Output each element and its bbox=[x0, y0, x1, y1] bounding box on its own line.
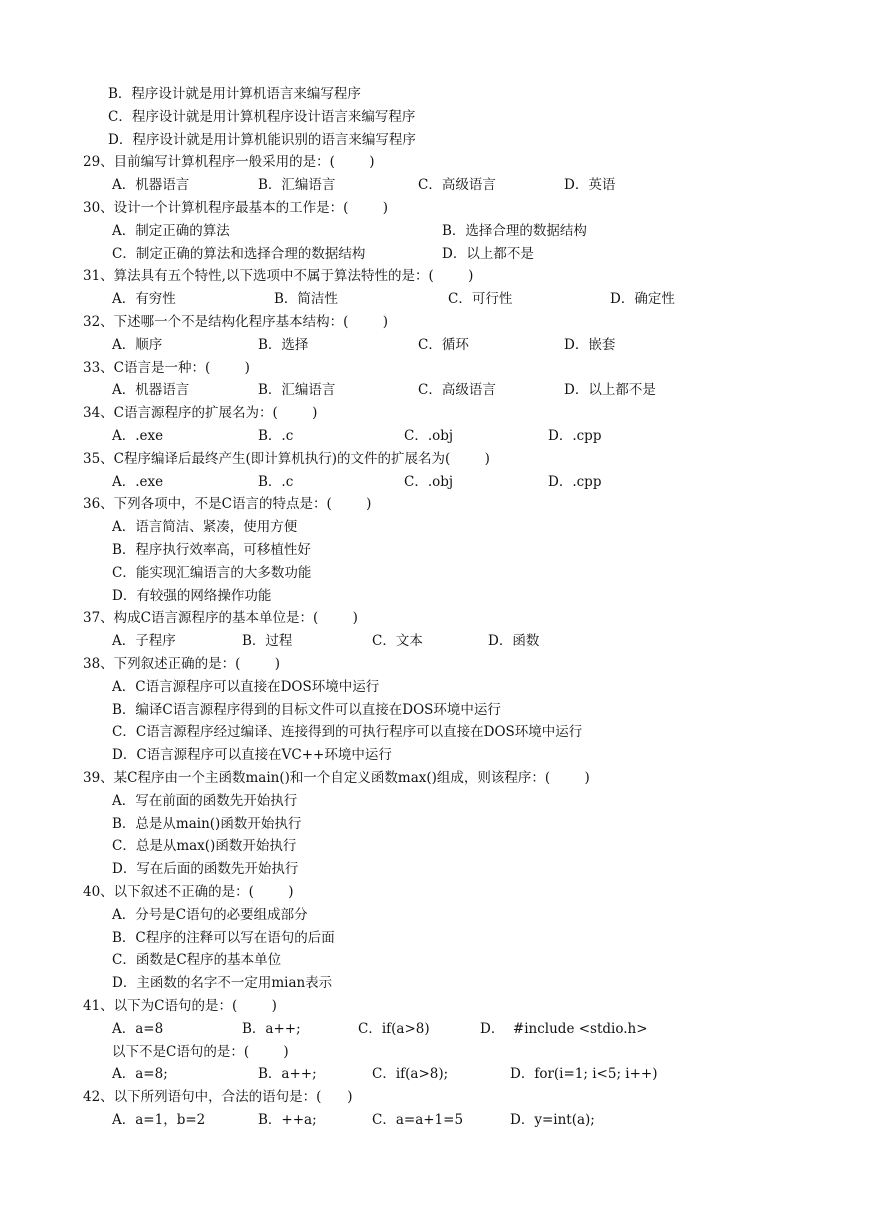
option-text: C．文本 bbox=[372, 633, 423, 650]
option-text: C．总是从max()函数开始执行 bbox=[112, 838, 297, 855]
option-text: C．.obj bbox=[404, 428, 454, 444]
option-text: A．机器语言 bbox=[112, 177, 190, 194]
option-text: D． #include <stdio.h> bbox=[480, 1020, 648, 1037]
option-text: B．C程序的注释可以写在语句的后面 bbox=[112, 929, 335, 946]
option-text: B．a++; bbox=[242, 1020, 301, 1037]
option-text: 以下不是C语句的是：( ) bbox=[112, 1043, 289, 1060]
option-text: B．选择 bbox=[258, 336, 309, 353]
option-text: D．程序设计就是用计算机能识别的语言来编写程序 bbox=[108, 131, 416, 148]
option-text: B．选择合理的数据结构 bbox=[442, 222, 587, 239]
option-text: C．a=a+1=5 bbox=[372, 1112, 464, 1128]
option-text: A．子程序 bbox=[112, 633, 176, 650]
option-text: A．写在前面的函数先开始执行 bbox=[112, 792, 298, 809]
option-text: D．C语言源程序可以直接在VC++环境中运行 bbox=[112, 747, 392, 764]
option-text: D．主函数的名字不一定用mian表示 bbox=[112, 975, 333, 992]
option-text: C．高级语言 bbox=[418, 177, 496, 194]
option-text: C．能实现汇编语言的大多数功能 bbox=[112, 564, 312, 581]
option-text: C．可行性 bbox=[448, 291, 513, 308]
option-text: A．C语言源程序可以直接在DOS环境中运行 bbox=[112, 678, 380, 695]
option-text: A．顺序 bbox=[112, 336, 163, 353]
option-text: B．简洁性 bbox=[274, 291, 338, 308]
option-text: B．.c bbox=[258, 473, 294, 490]
option-text: D．函数 bbox=[488, 633, 540, 650]
option-text: D．y=int(a); bbox=[510, 1112, 595, 1128]
option-text: C．程序设计就是用计算机程序设计语言来编写程序 bbox=[108, 108, 416, 125]
option-text: B．.c bbox=[258, 428, 294, 444]
option-text: A．.exe bbox=[112, 428, 164, 444]
question-text: 34、C语言源程序的扩展名为：( ) bbox=[83, 405, 318, 422]
question-text: 38、下列叙述正确的是：( ) bbox=[83, 656, 281, 672]
option-text: D．英语 bbox=[564, 177, 616, 194]
question-text: 29、目前编写计算机程序一般采用的是：( ) bbox=[83, 154, 375, 171]
option-text: B．编译C语言源程序得到的目标文件可以直接在DOS环境中运行 bbox=[112, 701, 501, 718]
option-text: D．有较强的网络操作功能 bbox=[112, 587, 272, 604]
option-text: B．汇编语言 bbox=[258, 177, 336, 194]
option-text: A．a=8 bbox=[112, 1020, 164, 1037]
option-text: D．.cpp bbox=[548, 428, 602, 444]
option-text: A．有穷性 bbox=[112, 291, 176, 308]
option-text: C．函数是C程序的基本单位 bbox=[112, 952, 282, 969]
option-text: B．程序执行效率高，可移植性好 bbox=[112, 542, 311, 558]
question-text: 35、C程序编译后最终产生(即计算机执行)的文件的扩展名为( ) bbox=[83, 450, 490, 467]
option-text: C．制定正确的算法和选择合理的数据结构 bbox=[112, 245, 366, 262]
option-text: C．高级语言 bbox=[418, 382, 496, 399]
option-text: B．程序设计就是用计算机语言来编写程序 bbox=[108, 86, 361, 102]
question-text: 33、C语言是一种：( ) bbox=[83, 359, 250, 376]
option-text: D．.cpp bbox=[548, 473, 602, 490]
option-text: C．.obj bbox=[404, 473, 454, 490]
option-text: B．总是从main()函数开始执行 bbox=[112, 815, 302, 832]
option-text: C．if(a>8); bbox=[372, 1066, 449, 1083]
option-text: A．机器语言 bbox=[112, 382, 190, 399]
option-text: A．a=8; bbox=[112, 1066, 168, 1083]
option-text: D．以上都不是 bbox=[442, 245, 534, 262]
option-text: C．循环 bbox=[418, 336, 469, 353]
question-text: 30、设计一个计算机程序最基本的工作是：( ) bbox=[83, 200, 389, 216]
question-text: 41、以下为C语句的是：( ) bbox=[83, 998, 277, 1014]
question-text: 31、算法具有五个特性,以下选项中不属于算法特性的是：( ) bbox=[83, 268, 474, 285]
option-text: D．确定性 bbox=[610, 291, 675, 308]
question-text: 32、下述哪一个不是结构化程序基本结构：( ) bbox=[83, 314, 389, 330]
question-text: 39、某C程序由一个主函数main()和一个自定义函数max()组成，则该程序：( ) bbox=[83, 770, 590, 786]
question-text: 37、构成C语言源程序的基本单位是：( ) bbox=[83, 610, 358, 627]
option-text: D．for(i=1; i<5; i++) bbox=[510, 1066, 658, 1083]
option-text: D．嵌套 bbox=[564, 336, 616, 353]
option-text: D．写在后面的函数先开始执行 bbox=[112, 861, 299, 878]
option-text: C．if(a>8) bbox=[358, 1020, 430, 1037]
option-text: B．++a; bbox=[258, 1112, 317, 1128]
option-text: B．a++; bbox=[258, 1066, 317, 1083]
option-text: A．制定正确的算法 bbox=[112, 222, 230, 239]
option-text: B．汇编语言 bbox=[258, 382, 336, 399]
option-text: A．分号是C语句的必要组成部分 bbox=[112, 906, 308, 923]
option-text: A．语言简洁、紧凑，使用方便 bbox=[112, 519, 298, 536]
option-text: C．C语言源程序经过编译、连接得到的可执行程序可以直接在DOS环境中运行 bbox=[112, 724, 583, 741]
option-text: A．.exe bbox=[112, 473, 164, 490]
question-text: 42、以下所列语句中，合法的语句是：( ) bbox=[83, 1089, 353, 1106]
option-text: A．a=1，b=2 bbox=[112, 1112, 206, 1128]
option-text: B．过程 bbox=[242, 633, 293, 650]
option-text: D．以上都不是 bbox=[564, 382, 656, 399]
question-text: 40、以下叙述不正确的是：( ) bbox=[83, 884, 294, 900]
question-text: 36、下列各项中，不是C语言的特点是：( ) bbox=[83, 496, 372, 513]
